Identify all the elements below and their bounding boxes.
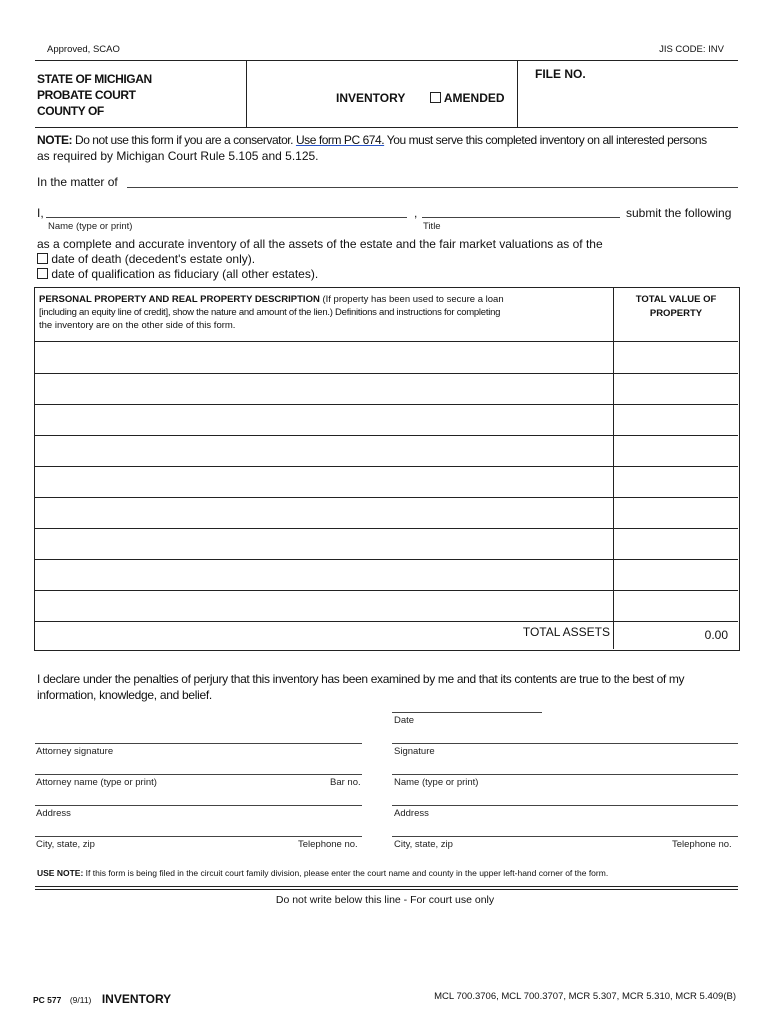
address-caption: Address [394,808,429,819]
row-description[interactable] [35,342,613,373]
valuation-intro: as a complete and accurate inventory of all the assets of the estate and the fair market valuations as of the [37,237,603,251]
table-row [35,590,738,622]
declarant-prefix: I, [37,206,44,220]
death-checkbox[interactable] [37,253,48,264]
table-row [35,435,738,467]
table-row [35,559,738,591]
declarant-comma: , [414,206,418,220]
row-value[interactable] [614,497,738,528]
note-label: NOTE: [37,133,73,147]
caption-divider-left [246,60,247,127]
row-value[interactable] [614,466,738,497]
amended-label: AMENDED [443,91,505,105]
state-name: STATE OF MICHIGAN [37,72,152,86]
description-header-note-3: the inventory are on the other side of this form. [39,320,236,331]
court-use-label: Do not write below this line - For court use only [275,894,495,906]
description-header-note-1: (If property has been used to secure a loan [319,294,504,305]
row-description[interactable] [35,497,613,528]
date-caption: Date [394,715,415,726]
value-header-line-2: PROPERTY [649,308,703,319]
note-line-1 [37,133,742,147]
row-value[interactable] [614,435,738,466]
phone-caption: Telephone no. [672,839,732,850]
row-value[interactable] [614,559,738,590]
table-row [35,466,738,498]
row-value[interactable] [614,342,738,373]
row-value[interactable] [614,404,738,435]
note-text-1: Do not use this form if you are a conservator. [72,133,296,147]
option-qualification-label: date of qualification as fiduciary (all other estates). [51,267,319,281]
file-no-label: FILE NO. [535,67,586,81]
title-caption: Title [423,221,441,232]
row-description[interactable] [35,559,613,590]
form-title: INVENTORY [336,91,406,105]
form-revision: (9/11) [69,995,92,1005]
amended-checkbox[interactable] [430,92,441,103]
row-description[interactable] [35,435,613,466]
footer-form-id [33,990,171,1008]
court-use-rule-2 [35,889,738,890]
name-caption-right: Name (type or print) [394,777,479,788]
signature-line[interactable] [392,743,738,744]
table-row [35,497,738,529]
description-header [39,293,611,332]
caption-bottom-rule [35,127,738,128]
description-header-note-2: [including an equity line of credit], show the nature and amount of the lien.) Definitions and instructions for completing [39,307,501,318]
declaration-line-2: information, knowledge, and belief. [37,688,212,702]
qualification-checkbox[interactable] [37,268,48,279]
table-row [35,373,738,405]
row-description[interactable] [35,528,613,559]
note-text-2: You must serve this completed inventory on all interested persons [384,133,707,147]
court-caption [37,71,152,119]
attorney-address-caption: Address [36,808,71,819]
attorney-address-line[interactable] [35,805,362,806]
value-header-line-1: TOTAL VALUE OF [635,294,717,305]
attorney-city-line[interactable] [35,836,362,837]
attorney-city-caption: City, state, zip [36,839,95,850]
option-death[interactable] [37,252,255,266]
attorney-name-caption: Attorney name (type or print) [36,777,157,788]
city-caption: City, state, zip [394,839,453,850]
amended-option[interactable] [430,91,505,105]
footer-title: INVENTORY [101,992,172,1006]
pc674-link[interactable]: Use form PC 674. [295,133,385,147]
matter-input[interactable] [127,173,738,188]
attorney-name-line[interactable] [35,774,362,775]
footer-rules: MCL 700.3706, MCL 700.3707, MCR 5.307, MCR 5.310, MCR 5.409(B) [434,991,736,1002]
jis-code: JIS CODE: INV [659,44,724,55]
court-name: PROBATE COURT [37,88,136,102]
option-death-label: date of death (decedent's estate only). [51,252,256,266]
city-line[interactable] [392,836,738,837]
note-line-2: as required by Michigan Court Rule 5.105 and 5.125. [37,149,319,163]
signature-caption: Signature [394,746,435,757]
row-value[interactable] [614,528,738,559]
court-use-rule-1 [35,886,738,887]
row-description[interactable] [35,590,613,621]
total-assets-label: TOTAL ASSETS [522,625,610,639]
approved-text: Approved, SCAO [47,44,120,55]
declarant-title-input[interactable] [422,203,620,218]
description-header-title: PERSONAL PROPERTY AND REAL PROPERTY DESCRIPTION [39,294,320,305]
declarant-name-input[interactable] [46,203,407,218]
attorney-signature-line[interactable] [35,743,362,744]
name-caption: Name (type or print) [48,221,133,232]
attorney-signature-caption: Attorney signature [36,746,114,757]
form-number: PC 577 [33,995,62,1005]
declarant-suffix: submit the following [626,206,732,220]
table-row [35,528,738,560]
matter-label: In the matter of [37,175,118,189]
use-note-text: If this form is being filed in the circuit court family division, please enter the court name and county in the upper left-hand corner of the form. [83,868,609,878]
date-line[interactable] [392,712,542,713]
value-header [614,293,738,321]
name-line[interactable] [392,774,738,775]
option-qualification[interactable] [37,267,318,281]
caption-divider-right [517,60,518,127]
total-assets-value: 0.00 [704,628,728,642]
table-row [35,342,738,374]
row-value[interactable] [614,373,738,404]
row-description[interactable] [35,466,613,497]
use-note-label: USE NOTE: [37,868,84,878]
use-note [37,868,608,878]
row-description[interactable] [35,373,613,404]
address-line[interactable] [392,805,738,806]
attorney-phone-caption: Telephone no. [298,839,358,850]
row-description[interactable] [35,404,613,435]
declaration-line-1: I declare under the penalties of perjury that this inventory has been examined by me and that its contents are true to the best of my [37,672,685,686]
file-no-field[interactable] [535,84,735,122]
row-value[interactable] [614,590,738,621]
caption-top-rule [35,60,738,61]
table-row [35,404,738,436]
county-label: COUNTY OF [37,104,104,118]
bar-no-caption: Bar no. [330,777,361,788]
